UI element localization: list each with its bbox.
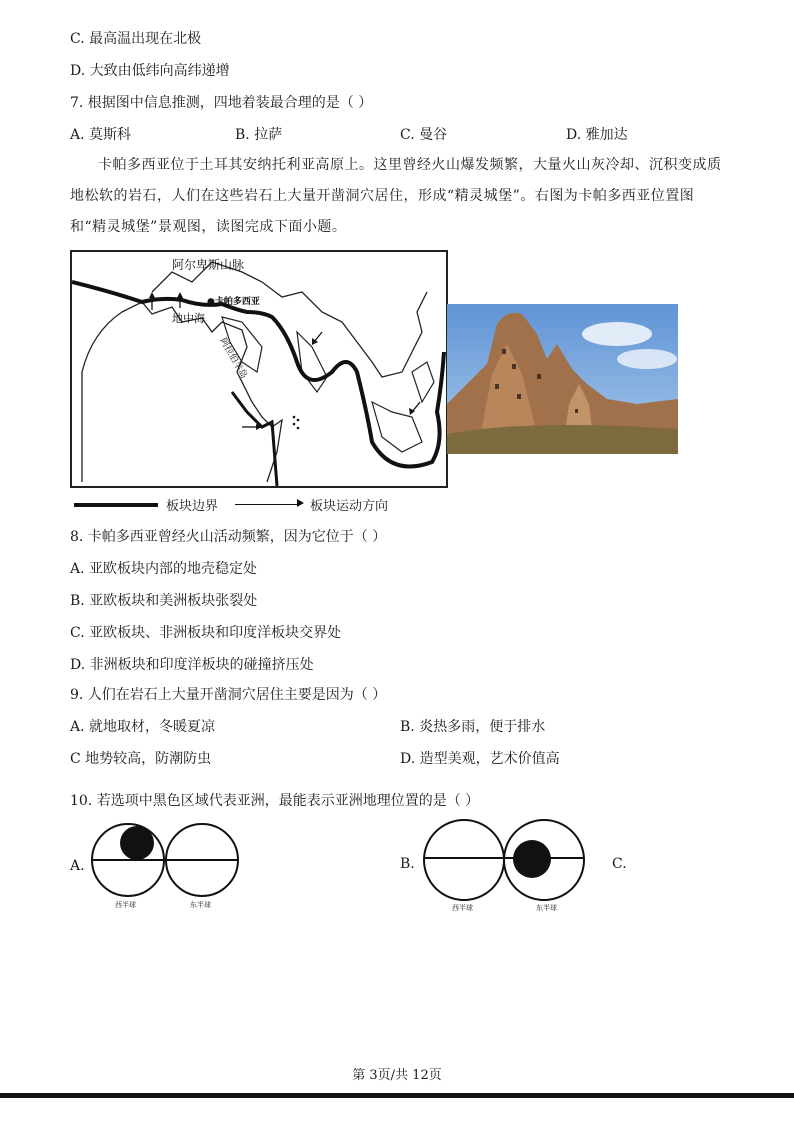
island-dot [293,423,296,426]
q9-option-c: C 地势较高，防潮防虫 [70,751,212,767]
q6-option-d: D. 大致由低纬向高纬递增 [70,63,230,79]
asia-marker [513,840,551,878]
q8-option-c: C. 亚欧板块、非洲板块和印度洋板块交界处 [70,625,342,641]
passage [70,150,725,243]
island-dot [297,427,300,430]
q10-b-west-caption: 西半球 [452,904,473,912]
q7-option-d: D. 雅加达 [566,127,628,143]
q10-stem: 10. 若选项中黑色区域代表亚洲，最能表示亚洲地理位置的是（ ） [70,793,480,809]
q10-a-west-caption: 西半球 [115,901,136,909]
q10-option-a-label: A. [70,858,85,874]
island-dot [297,419,300,422]
q7-option-b: B. 拉萨 [235,127,283,143]
label-alps: 阿尔卑斯山脉 [172,258,245,272]
map-legend [70,495,450,515]
q9-option-a: A. 就地取材，冬暖夏凉 [70,719,216,735]
fairy-chimney-photo [447,304,678,454]
arrowhead [177,292,183,298]
fairy-chimney-illustration [447,304,678,454]
legend-boundary-label: 板块边界 [166,499,219,514]
west-hemisphere-circle [424,820,504,900]
q7-option-c: C. 曼谷 [400,127,448,143]
label-mediterranean: 地中海 [172,312,205,325]
q10-option-b-diagram [422,818,588,902]
q9-option-b: B. 炎热多雨，便于排水 [400,719,546,735]
arrowhead [149,292,155,298]
asia-marker [120,826,154,860]
plate-map-drawing [72,252,446,486]
legend-arrow-swatch [235,504,299,505]
q10-a-east-caption: 东半球 [190,901,211,909]
bottom-rule [0,1093,794,1098]
q8-option-b: B. 亚欧板块和美洲板块张裂处 [70,593,258,609]
island-dot [293,416,296,419]
passage-text: 卡帕多西亚位于土耳其安纳托利亚高原上。这里曾经火山爆发频繁，大量火山灰冷却、沉积变成质地松软的岩石，人们在这些岩石上大量开凿洞穴居住，形成“精灵城堡”。右图为卡帕多西亚位置图和“精灵城堡”景观图，读图完成下面小题。 [70,157,722,235]
legend-boundary-swatch [74,503,158,507]
q9-stem: 9. 人们在岩石上大量开凿洞穴居住主要是因为（ ） [70,687,387,703]
page-number: 第 3页/共 12页 [352,1068,442,1083]
q9-option-d: D. 造型美观，艺术价值高 [400,751,560,767]
label-cappadocia: ●卡帕多西亚 [207,297,260,307]
q7-option-a: A. 莫斯科 [70,127,132,143]
q8-option-a: A. 亚欧板块内部的地壳稳定处 [70,561,258,577]
q10-option-c-label: C. [612,856,627,872]
label-arabian-peninsula: 阿拉伯半岛 [217,336,249,381]
q8-stem: 8. 卡帕多西亚曾经火山活动频繁，因为它位于（ ） [70,529,387,545]
q6-option-c: C. 最高温出现在北极 [70,31,202,47]
q10-option-a-diagram [90,822,244,898]
africa-coast [82,302,282,482]
legend-arrowhead [297,499,304,507]
legend-motion-label: 板块运动方向 [310,499,389,514]
q10-b-east-caption: 东半球 [536,904,557,912]
japan-coast [412,362,434,402]
plate-map [70,250,448,488]
q10-option-b-label: B. [400,856,415,872]
q8-option-d: D. 非洲板块和印度洋板块的碰撞挤压处 [70,657,314,673]
q7-stem: 7. 根据图中信息推测，四地着装最合理的是（ ） [70,95,373,111]
